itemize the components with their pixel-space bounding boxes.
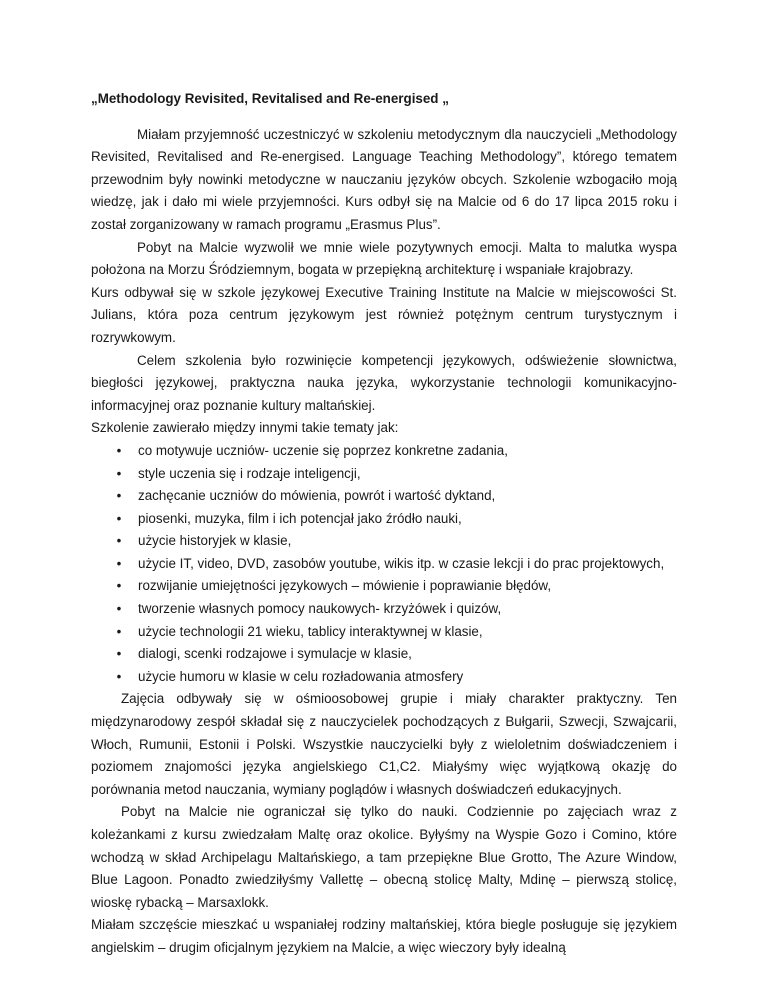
bullet-icon: • — [116, 488, 122, 504]
list-item: • tworzenie własnych pomocy naukowych- krzyżówek i quizów, — [114, 598, 677, 621]
document-title: „Methodology Revisited, Revitalised and Re-energised „ — [91, 91, 449, 106]
list-item: • piosenki, muzyka, film i ich potencjał jako źródło nauki, — [114, 508, 677, 531]
bullet-icon: • — [116, 555, 122, 571]
bullet-icon: • — [116, 601, 122, 617]
paragraph-intro: Miałam przyjemność uczestniczyć w szkoleniu metodycznym dla nauczycieli „Methodology Revisited, Revitalised and Re-energised. Language Teaching Methodology”, którego tematem przewodnim były nowinki metodyczne w nauczaniu języków obcych. Szkolenie wzbogaciło moją wiedzę, jak i dało mi wiele przyjemności. Kurs odbył się na Malcie od 6 do 17 lipca 2015 roku i został zorganizowany w ramach programu „Erasmus Plus”. — [91, 126, 677, 232]
list-item: • co motywuje uczniów- uczenie się poprzez konkretne zadania, — [114, 440, 677, 463]
paragraph-malta-stay: Pobyt na Malcie wyzwolił we mnie wiele pozytywnych emocji. Malta to malutka wyspa położona na Morzu Śródziemnym, bogata w przepiękną architekturę i wspaniałe krajobrazy. — [91, 239, 677, 278]
bullet-icon: • — [116, 510, 122, 526]
list-item: • użycie technologii 21 wieku, tablicy interaktywnej w klasie, — [114, 621, 677, 644]
bullet-icon: • — [116, 533, 122, 549]
paragraph-course-location: Kurs odbywał się w szkole językowej Executive Training Institute na Malcie w miejscowości St. Julians, która poza centrum językowym jest również potężnym centrum turystycznym i rozrywkowym. — [91, 284, 677, 345]
bullet-icon: • — [116, 465, 122, 481]
list-item: • rozwijanie umiejętności językowych – mówienie i poprawianie błędów, — [114, 575, 677, 598]
paragraph-classes: Zajęcia odbywały się w ośmioosobowej grupie i miały charakter praktyczny. Ten międzynarodowy zespół składał się z nauczycielek pochodzących z Bułgarii, Szwecji, Szwajcarii, Włoch, Rumunii, Estonii i Polski. Wszystkie nauczycielki były z wieloletnim doświadczeniem i poziomem znajomości języka angielskiego C1,C2. Miałyśmy więc wyjątkową okazję do porównania metod nauczania, wymiany poglądów i własnych doświadczeń edukacyjnych. — [91, 691, 677, 797]
paragraph-topics-intro: Szkolenie zawierało między innymi takie tematy jak: — [91, 420, 399, 436]
list-item: • użycie humoru w klasie w celu rozładowania atmosfery — [114, 666, 677, 689]
bullet-icon: • — [116, 442, 122, 458]
document-page — [91, 88, 677, 960]
list-item: • użycie historyjek w klasie, — [114, 530, 677, 553]
bullet-icon: • — [116, 623, 122, 639]
bullet-icon: • — [116, 578, 122, 594]
list-item: • użycie IT, video, DVD, zasobów youtube, wikis itp. w czasie lekcji i do prac projektowych, — [114, 553, 677, 576]
list-item: • zachęcanie uczniów do mówienia, powrót i wartość dyktand, — [114, 485, 677, 508]
topics-list — [91, 440, 677, 689]
list-item: • dialogi, scenki rodzajowe i symulacje w klasie, — [114, 643, 677, 666]
paragraph-host-family: Miałam szczęście mieszkać u wspaniałej rodziny maltańskiej, która biegle posługuje się językiem angielskim – drugim oficjalnym językiem na Malcie, a więc wieczory były idealną — [91, 917, 677, 955]
bullet-icon: • — [116, 646, 122, 662]
paragraph-sightseeing: Pobyt na Malcie nie ograniczał się tylko do nauki. Codziennie po zajęciach wraz z koleżankami z kursu zwiedzałam Maltę oraz okolice. Byłyśmy na Wyspie Gozo i Comino, które wchodzą w skład Archipelagu Maltańskiego, a tam przepiękne Blue Grotto, The Azure Window, Blue Lagoon. Ponadto zwiedziłyśmy Vallettę – obecną stolicę Malty, Mdinę – pierwszą stolicę, wioskę rybacką – Marsaxlokk. — [91, 804, 677, 910]
paragraph-training-goal: Celem szkolenia było rozwinięcie kompetencji językowych, odświeżenie słownictwa, biegłości językowej, praktyczna nauka języka, wykorzystanie technologii komunikacyjno-informacyjnej oraz poznanie kultury maltańskiej. — [91, 352, 677, 413]
list-item: • style uczenia się i rodzaje inteligencji, — [114, 463, 677, 486]
bullet-icon: • — [116, 668, 122, 684]
